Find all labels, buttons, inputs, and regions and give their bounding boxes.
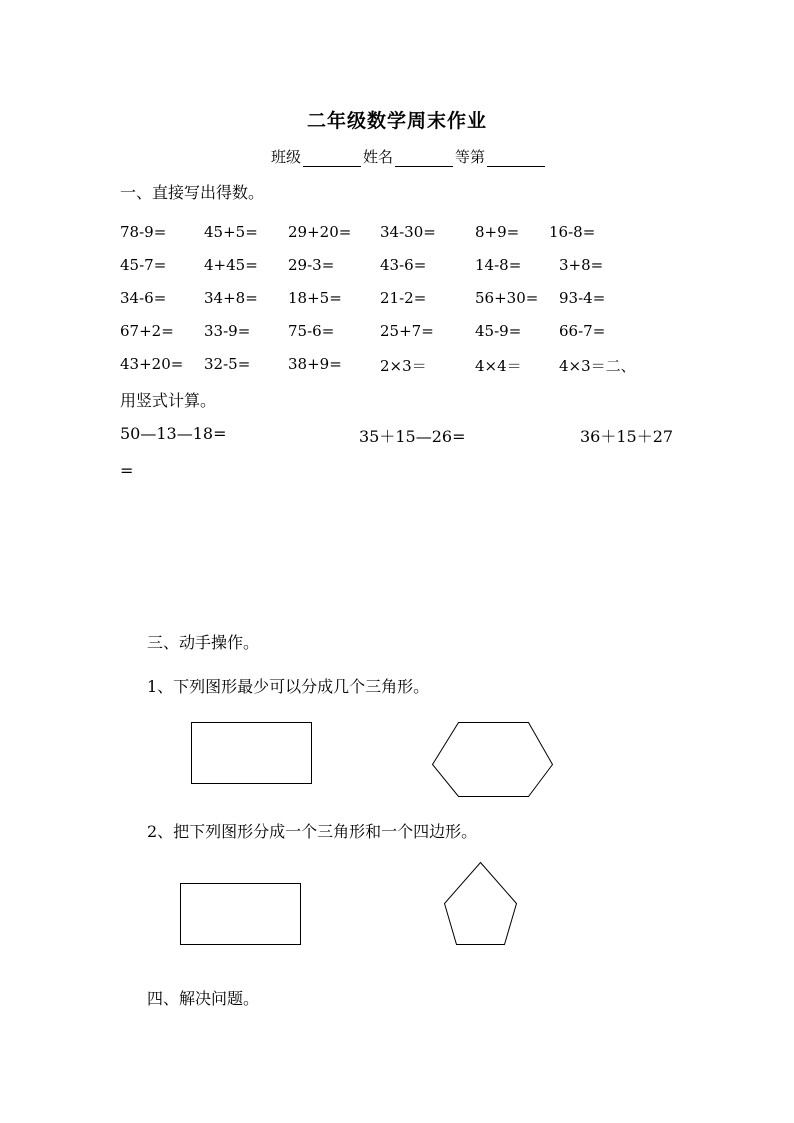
problem-cell: 45-9= bbox=[475, 322, 522, 340]
problem-cell: 29-3= bbox=[288, 256, 335, 274]
problem-cell: 93-4= bbox=[559, 289, 606, 307]
section4-heading: 四、解决问题。 bbox=[147, 989, 260, 1008]
rectangle-figure-1 bbox=[192, 723, 312, 784]
problem-cell: 67+2= bbox=[120, 322, 174, 340]
vertical-problem-3: 36＋15＋27 bbox=[580, 427, 674, 446]
problem-cell: 38+9= bbox=[288, 355, 342, 373]
section3-question-1: 1、下列图形最少可以分成几个三角形。 bbox=[147, 677, 430, 696]
section3-question-2: 2、把下列图形分成一个三角形和一个四边形。 bbox=[147, 822, 478, 841]
problem-cell: 4+45= bbox=[204, 256, 258, 274]
problem-cell: 16-8= bbox=[549, 223, 596, 241]
problem-cell: 34-6= bbox=[120, 289, 167, 307]
problem-cell: 34-30= bbox=[380, 223, 436, 241]
problem-cell: 43+20= bbox=[120, 355, 184, 373]
problem-cell: 8+9= bbox=[475, 223, 520, 241]
class-label: 班级 bbox=[271, 148, 302, 166]
section2-heading: 用竖式计算。 bbox=[120, 391, 217, 410]
vertical-problem-3-overflow: = bbox=[120, 461, 134, 480]
problem-cell: 45-7= bbox=[120, 256, 167, 274]
problem-cell: 75-6= bbox=[288, 322, 335, 340]
rectangle-figure-2 bbox=[181, 884, 301, 945]
hexagon-figure bbox=[433, 723, 553, 797]
problem-cell: 56+30= bbox=[475, 289, 539, 307]
problem-cell: 4×3＝二、 bbox=[559, 357, 636, 375]
problem-cell: 14-8= bbox=[475, 256, 522, 274]
problem-cell: 29+20= bbox=[288, 223, 352, 241]
problem-cell: 66-7= bbox=[559, 322, 606, 340]
problem-cell: 4×4＝ bbox=[475, 357, 522, 375]
problem-cell: 25+7= bbox=[380, 322, 434, 340]
problem-cell: 43-6= bbox=[380, 256, 427, 274]
grade-label: 等第 bbox=[455, 148, 486, 166]
problem-cell: 33-9= bbox=[204, 322, 251, 340]
problem-cell: 45+5= bbox=[204, 223, 258, 241]
pentagon-figure bbox=[445, 863, 517, 945]
section1-heading: 一、直接写出得数。 bbox=[120, 183, 265, 202]
vertical-problem-2: 35＋15—26= bbox=[359, 427, 466, 446]
vertical-problem-1: 50—13—18= bbox=[120, 424, 227, 443]
problem-cell: 21-2= bbox=[380, 289, 427, 307]
problem-cell: 32-5= bbox=[204, 355, 251, 373]
problem-cell: 78-9= bbox=[120, 223, 167, 241]
section3-heading: 三、动手操作。 bbox=[147, 633, 260, 652]
page-title: 二年级数学周末作业 bbox=[306, 110, 487, 132]
problem-cell: 18+5= bbox=[288, 289, 342, 307]
problem-cell: 2×3＝ bbox=[380, 357, 427, 375]
problem-cell: 34+8= bbox=[204, 289, 258, 307]
name-label: 姓名 bbox=[363, 148, 394, 166]
problem-cell: 3+8= bbox=[559, 256, 604, 274]
